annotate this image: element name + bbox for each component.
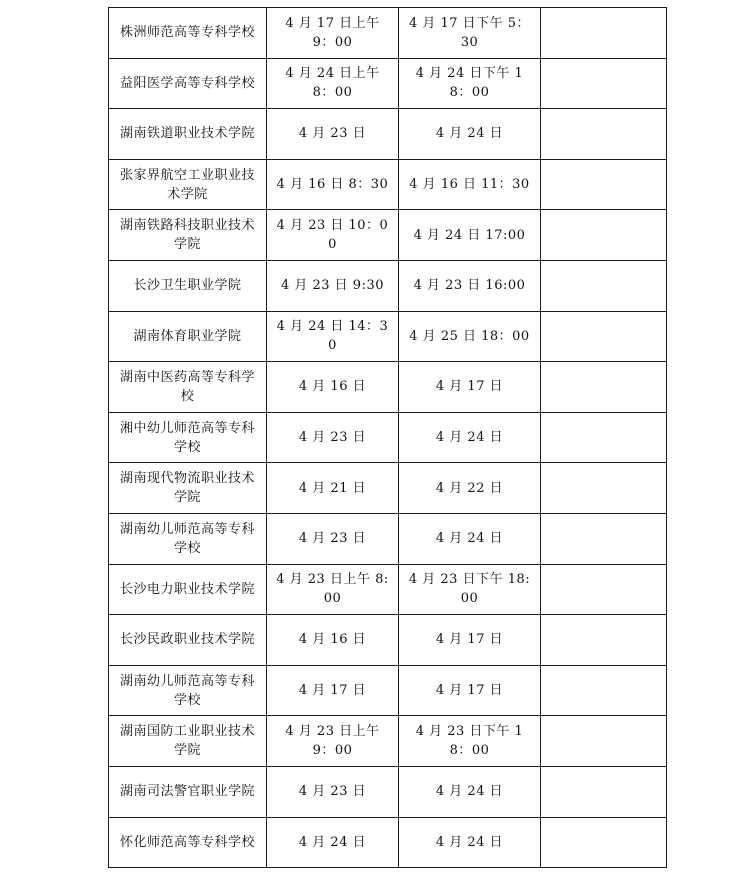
table-row bbox=[109, 260, 667, 311]
start-time-cell: 4 月 23 日 bbox=[267, 412, 399, 463]
end-time-cell: 4 月 17 日 bbox=[399, 615, 541, 666]
school-name-cell: 湖南国防工业职业技术学院 bbox=[109, 716, 267, 767]
start-time-cell: 4 月 16 日 bbox=[267, 362, 399, 413]
table-row bbox=[109, 716, 667, 767]
end-time-cell: 4 月 24 日 bbox=[399, 109, 541, 160]
end-time-cell: 4 月 24 日 bbox=[399, 817, 541, 868]
note-cell bbox=[541, 210, 667, 261]
table-row bbox=[109, 665, 667, 716]
school-name-cell: 长沙电力职业技术学院 bbox=[109, 564, 267, 615]
school-name-cell: 湖南司法警官职业学院 bbox=[109, 766, 267, 817]
end-time-cell: 4 月 17 日 bbox=[399, 362, 541, 413]
start-time-cell: 4 月 21 日 bbox=[267, 463, 399, 514]
note-cell bbox=[541, 615, 667, 666]
end-time-cell: 4 月 25 日 18：00 bbox=[399, 311, 541, 362]
table-row bbox=[109, 210, 667, 261]
table-row bbox=[109, 8, 667, 59]
school-name-cell: 长沙卫生职业学院 bbox=[109, 260, 267, 311]
note-cell bbox=[541, 159, 667, 210]
end-time-cell: 4 月 17 日 bbox=[399, 665, 541, 716]
end-time-cell: 4 月 24 日 17:00 bbox=[399, 210, 541, 261]
table-row bbox=[109, 412, 667, 463]
end-time-cell: 4 月 23 日 16:00 bbox=[399, 260, 541, 311]
note-cell bbox=[541, 817, 667, 868]
start-time-cell: 4 月 24 日 bbox=[267, 817, 399, 868]
school-name-cell: 怀化师范高等专科学校 bbox=[109, 817, 267, 868]
start-time-cell: 4 月 17 日上午 9：00 bbox=[267, 8, 399, 59]
school-name-cell: 张家界航空工业职业技术学院 bbox=[109, 159, 267, 210]
schedule-table-body bbox=[109, 8, 667, 868]
end-time-cell: 4 月 24 日 bbox=[399, 766, 541, 817]
school-name-cell: 湖南铁道职业技术学院 bbox=[109, 109, 267, 160]
end-time-cell: 4 月 23 日下午 18：00 bbox=[399, 716, 541, 767]
schedule-table bbox=[108, 7, 667, 868]
note-cell bbox=[541, 58, 667, 109]
table-row bbox=[109, 159, 667, 210]
end-time-cell: 4 月 23 日下午 18:00 bbox=[399, 564, 541, 615]
start-time-cell: 4 月 23 日 bbox=[267, 766, 399, 817]
start-time-cell: 4 月 23 日 9:30 bbox=[267, 260, 399, 311]
table-row bbox=[109, 817, 667, 868]
note-cell bbox=[541, 665, 667, 716]
start-time-cell: 4 月 23 日上午 8:00 bbox=[267, 564, 399, 615]
table-row bbox=[109, 58, 667, 109]
start-time-cell: 4 月 23 日 bbox=[267, 109, 399, 160]
note-cell bbox=[541, 716, 667, 767]
note-cell bbox=[541, 564, 667, 615]
start-time-cell: 4 月 23 日上午 9：00 bbox=[267, 716, 399, 767]
note-cell bbox=[541, 260, 667, 311]
start-time-cell: 4 月 23 日 bbox=[267, 513, 399, 564]
table-row bbox=[109, 362, 667, 413]
school-name-cell: 湖南铁路科技职业技术学院 bbox=[109, 210, 267, 261]
end-time-cell: 4 月 16 日 11：30 bbox=[399, 159, 541, 210]
school-name-cell: 长沙民政职业技术学院 bbox=[109, 615, 267, 666]
table-row bbox=[109, 513, 667, 564]
note-cell bbox=[541, 311, 667, 362]
end-time-cell: 4 月 24 日 bbox=[399, 513, 541, 564]
end-time-cell: 4 月 24 日下午 18：00 bbox=[399, 58, 541, 109]
start-time-cell: 4 月 17 日 bbox=[267, 665, 399, 716]
table-row bbox=[109, 564, 667, 615]
note-cell bbox=[541, 766, 667, 817]
end-time-cell: 4 月 22 日 bbox=[399, 463, 541, 514]
note-cell bbox=[541, 463, 667, 514]
school-name-cell: 湖南幼儿师范高等专科学校 bbox=[109, 513, 267, 564]
table-row bbox=[109, 109, 667, 160]
school-name-cell: 湘中幼儿师范高等专科学校 bbox=[109, 412, 267, 463]
school-name-cell: 株洲师范高等专科学校 bbox=[109, 8, 267, 59]
note-cell bbox=[541, 109, 667, 160]
note-cell bbox=[541, 412, 667, 463]
note-cell bbox=[541, 8, 667, 59]
note-cell bbox=[541, 513, 667, 564]
start-time-cell: 4 月 16 日 bbox=[267, 615, 399, 666]
table-row bbox=[109, 463, 667, 514]
end-time-cell: 4 月 17 日下午 5：30 bbox=[399, 8, 541, 59]
start-time-cell: 4 月 16 日 8：30 bbox=[267, 159, 399, 210]
end-time-cell: 4 月 24 日 bbox=[399, 412, 541, 463]
school-name-cell: 益阳医学高等专科学校 bbox=[109, 58, 267, 109]
table-row bbox=[109, 766, 667, 817]
table-row bbox=[109, 615, 667, 666]
table-row bbox=[109, 311, 667, 362]
start-time-cell: 4 月 24 日 14：30 bbox=[267, 311, 399, 362]
start-time-cell: 4 月 23 日 10：00 bbox=[267, 210, 399, 261]
school-name-cell: 湖南幼儿师范高等专科学校 bbox=[109, 665, 267, 716]
school-name-cell: 湖南中医药高等专科学校 bbox=[109, 362, 267, 413]
note-cell bbox=[541, 362, 667, 413]
school-name-cell: 湖南体育职业学院 bbox=[109, 311, 267, 362]
school-name-cell: 湖南现代物流职业技术学院 bbox=[109, 463, 267, 514]
start-time-cell: 4 月 24 日上午 8：00 bbox=[267, 58, 399, 109]
